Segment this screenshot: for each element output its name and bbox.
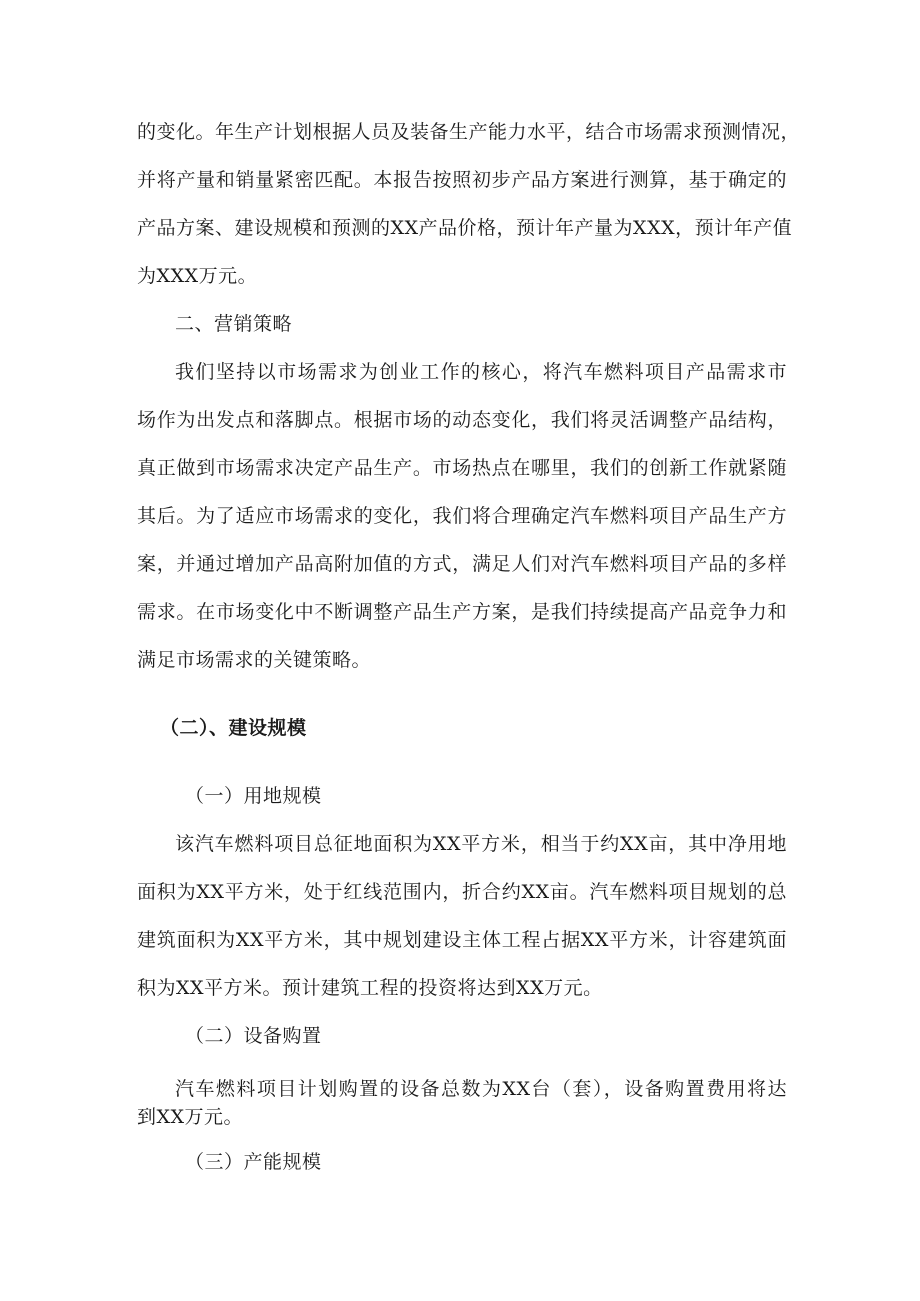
text-line: 需求。在市场变化中不断调整产品生产方案，是我们持续提高产品竞争力和 [137,601,787,623]
text-line: 并将产量和销量紧密匹配。本报告按照初步产品方案进行测算，基于确定的 [137,169,787,191]
marketing-strategy-heading: 二、营销策略 [175,313,293,335]
text-line: 汽车燃料项目计划购置的设备总数为XX台（套），设备购置费用将达 [175,1078,787,1100]
capacity-scale-heading: （三）产能规模 [185,1151,322,1173]
equipment-purchase-heading: （二）设备购置 [185,1025,322,1047]
text-line: 到XX万元。 [137,1106,244,1128]
text-line: 场作为出发点和落脚点。根据市场的动态变化，我们将灵活调整产品结构， [137,409,787,431]
text-line: 真正做到市场需求决定产品生产。市场热点在哪里，我们的创新工作就紧随 [137,457,787,479]
text-line: 该汽车燃料项目总征地面积为XX平方米，相当于约XX亩，其中净用地 [175,833,787,855]
text-line: 积为XX平方米。预计建筑工程的投资将达到XX万元。 [137,977,603,999]
text-line: 面积为XX平方米，处于红线范围内，折合约XX亩。汽车燃料项目规划的总 [137,881,787,903]
land-scale-heading: （一）用地规模 [185,785,322,807]
text-line: 的变化。年生产计划根据人员及装备生产能力水平，结合市场需求预测情况， [137,121,801,143]
text-line: 满足市场需求的关键策略。 [137,649,372,671]
text-line: 其后。为了适应市场需求的变化，我们将合理确定汽车燃料项目产品生产方 [137,505,787,527]
construction-scale-heading: （二）、建设规模 [160,717,307,739]
text-line: 产品方案、建设规模和预测的XX产品价格，预计年产量为XXX，预计年产值 [137,217,793,239]
text-line: 案，并通过增加产品高附加值的方式，满足人们对汽车燃料项目产品的多样 [137,553,787,575]
text-line: 为XXX万元。 [137,265,258,287]
text-line: 我们坚持以市场需求为创业工作的核心，将汽车燃料项目产品需求市 [175,361,787,383]
text-line: 建筑面积为XX平方米，其中规划建设主体工程占据XX平方米，计容建筑面 [137,929,787,951]
